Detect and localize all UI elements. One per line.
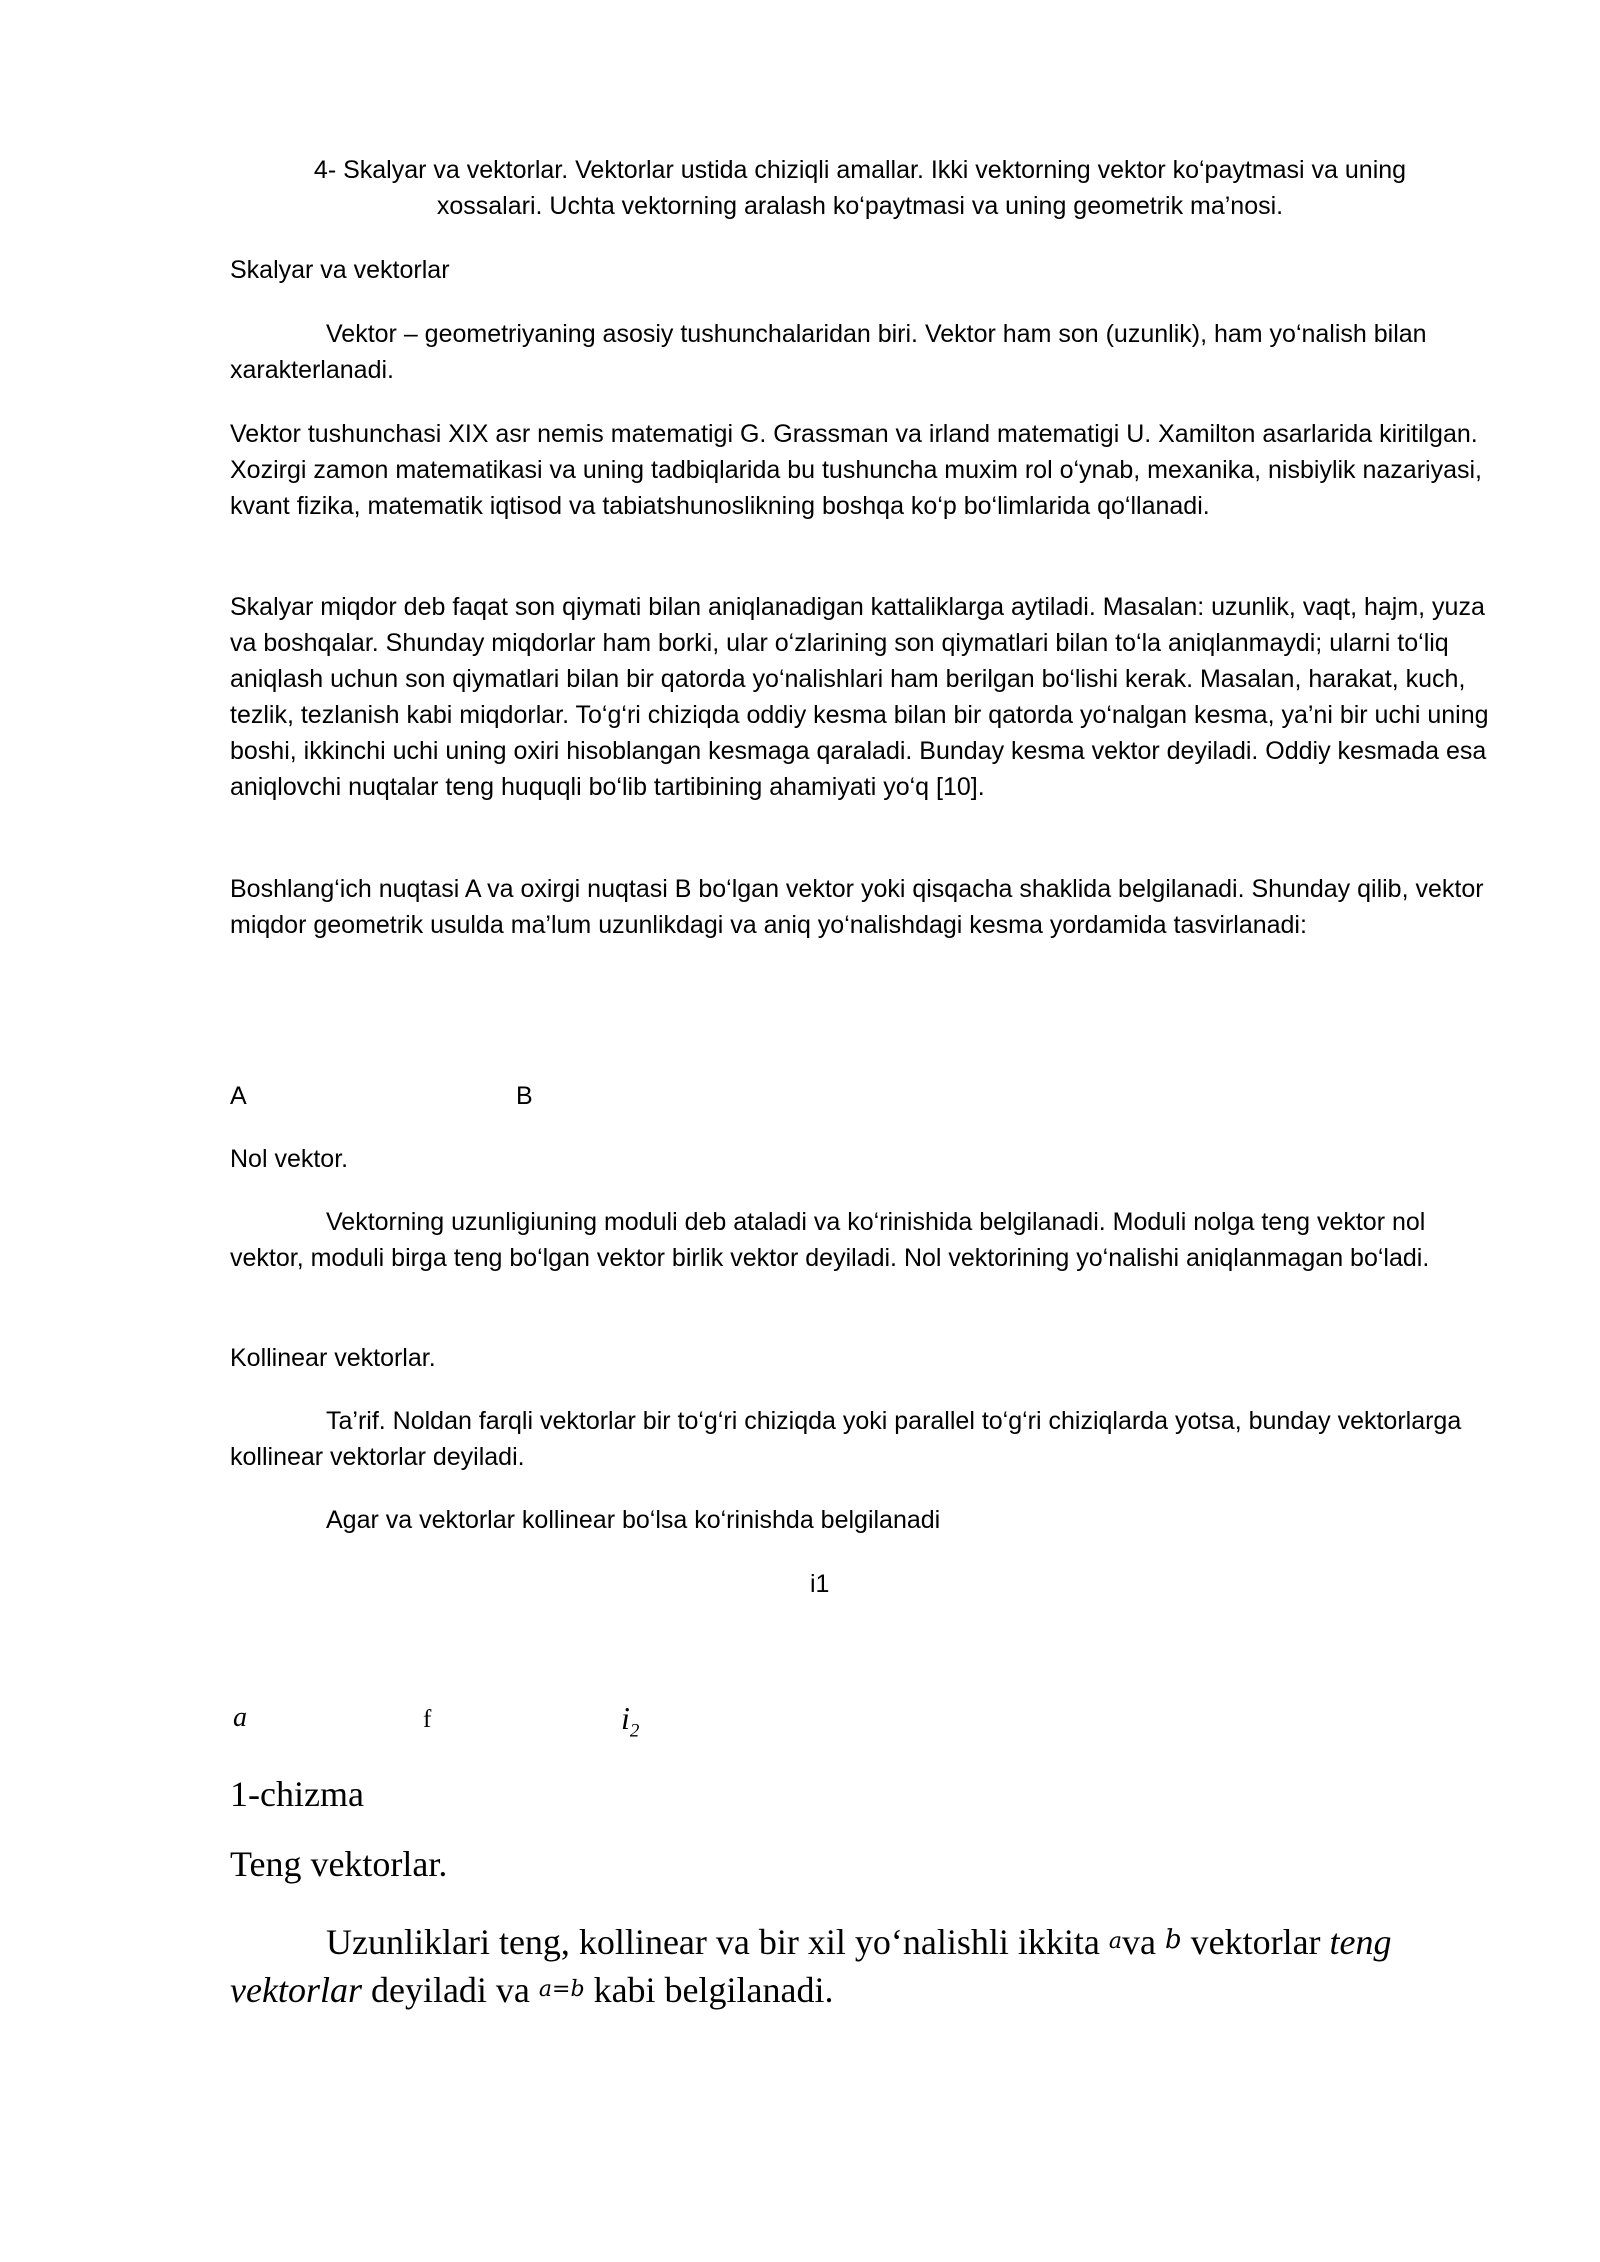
heading-zero-vector: Nol vektor. — [230, 1145, 349, 1173]
equal-text-part-5: kabi belgilanadi. — [584, 1970, 834, 2010]
paragraph-scalar-quantity: Skalyar miqdor deb faqat son qiymati bilan aniqlanadigan kattaliklarga aytiladi. Masalan: uzunlik, vaqt, hajm, yuza va boshqalar. Shunday miqdorlar ham borki, ular o‘zlarining son qiymatlari bilan to‘la aniqlanmaydi; ularni to‘liq aniqlash uchun son qiymatlari bilan bir qatorda yo‘nalishlari ham berilgan bo‘lishi kerak. Masalan, harakat, kuch, tezlik, tezlanish kabi miqdorlar. To‘g‘ri chiziqda oddiy kesma bilan bir qatorda yo‘nalgan kesma, ya’ni bir uchi uning boshi, ikkinchi uchi uning oxiri hisoblangan kesmaga qaraladi. Bunday kesma vektor deyiladi. Oddiy kesmada esa aniqlovchi nuqtalar teng huquqli bo‘lib tartibining ahamiyati yo‘q [10]. — [230, 593, 1489, 801]
paragraph-collinear-notation: Agar va vektorlar kollinear bo‘lsa ko‘rinishda belgilanadi — [326, 1506, 941, 1534]
equal-text-part-4: deyiladi va — [361, 1970, 539, 2010]
paragraph-vector-history: Vektor tushunchasi XIX asr nemis matematigi G. Grassman va irland matematigi U. Xamilton asarlarida kiritilgan. Xozirgi zamon matematikasi va uning tadbiqlarida bu tushuncha muxim rol o‘ynab, mexanika, nisbiylik nazariyasi, kvant fizika, matematik iqtisod va tabiatshunoslikning boshqa ko‘p bo‘limlarida qo‘llanadi. — [230, 420, 1482, 520]
paragraph-zero-vector: Vektorning uzunligiuning moduli deb ataladi va ko‘rinishida belgilanadi. Moduli nolga teng vektor nol vektor, moduli birga teng bo‘lgan vektor birlik vektor deyiladi. Nol vektorining yo‘nalishi aniqlanmagan bo‘ladi. — [230, 1208, 1430, 1272]
italic-term-teng: teng — [1329, 1922, 1392, 1962]
equal-text-part-2: va — [1121, 1922, 1165, 1962]
italic-term-vektorlar: vektorlar — [230, 1970, 362, 2010]
heading-equal-vectors: Teng vektorlar. — [230, 1844, 448, 1884]
vector-a-symbol: a — [1108, 1929, 1122, 1954]
paragraph-vector-notation: Boshlang‘ich nuqtasi A va oxirgi nuqtasi B bo‘lgan vektor yoki qisqacha shaklida belgilanadi. Shunday qilib, vektor miqdor geometrik usulda ma’lum uzunlikdagi va aniq yo‘nalishdagi kesma yordamida tasvirlanadi: — [230, 875, 1484, 939]
paragraph-vector-definition: Vektor – geometriyaning asosiy tushunchalaridan biri. Vektor ham son (uzunlik), ham yo‘nalish bilan xarakterlanadi. — [230, 320, 1427, 384]
document-title — [230, 152, 1490, 224]
equality-formula: a=b — [538, 1977, 585, 2002]
figure-label-f: f — [423, 1706, 432, 1733]
figure-label-a: a — [233, 1702, 247, 1733]
point-a-label: A — [230, 1082, 247, 1110]
paragraph-collinear-definition: Ta’rif. Noldan farqli vektorlar bir to‘g‘ri chiziqda yoki parallel to‘g‘ri chiziqlarda yotsa, bunday vektorlarga kollinear vektorlar deyiladi. — [230, 1407, 1462, 1471]
equal-text-part-1: Uzunliklari teng, kollinear va bir xil yo‘nalishli ikkita — [326, 1922, 1109, 1962]
figure-label-i2-subscript: 2 — [629, 1720, 640, 1742]
heading-collinear-vectors: Kollinear vektorlar. — [230, 1344, 436, 1372]
figure-label-i2-base: i — [621, 1700, 630, 1736]
point-b-label: B — [516, 1082, 533, 1110]
figure-label-i2 — [621, 1700, 639, 1742]
paragraph-equal-vectors — [230, 1916, 1490, 2014]
figure-label-i1: i1 — [810, 1570, 830, 1598]
heading-scalar-vectors: Skalyar va vektorlar — [230, 256, 450, 284]
vector-b-symbol: b — [1164, 1925, 1182, 1955]
title-line-1: 4- Skalyar va vektorlar. Vektorlar ustida chiziqli amallar. Ikki vektorning vektor ko‘paytmasi va uning — [313, 156, 1407, 184]
title-line-2: xossalari. Uchta vektorning aralash ko‘paytmasi va uning geometrik ma’nosi. — [436, 192, 1284, 220]
equal-text-part-3: vektorlar — [1181, 1922, 1330, 1962]
figure-caption: 1-chizma — [230, 1774, 364, 1814]
